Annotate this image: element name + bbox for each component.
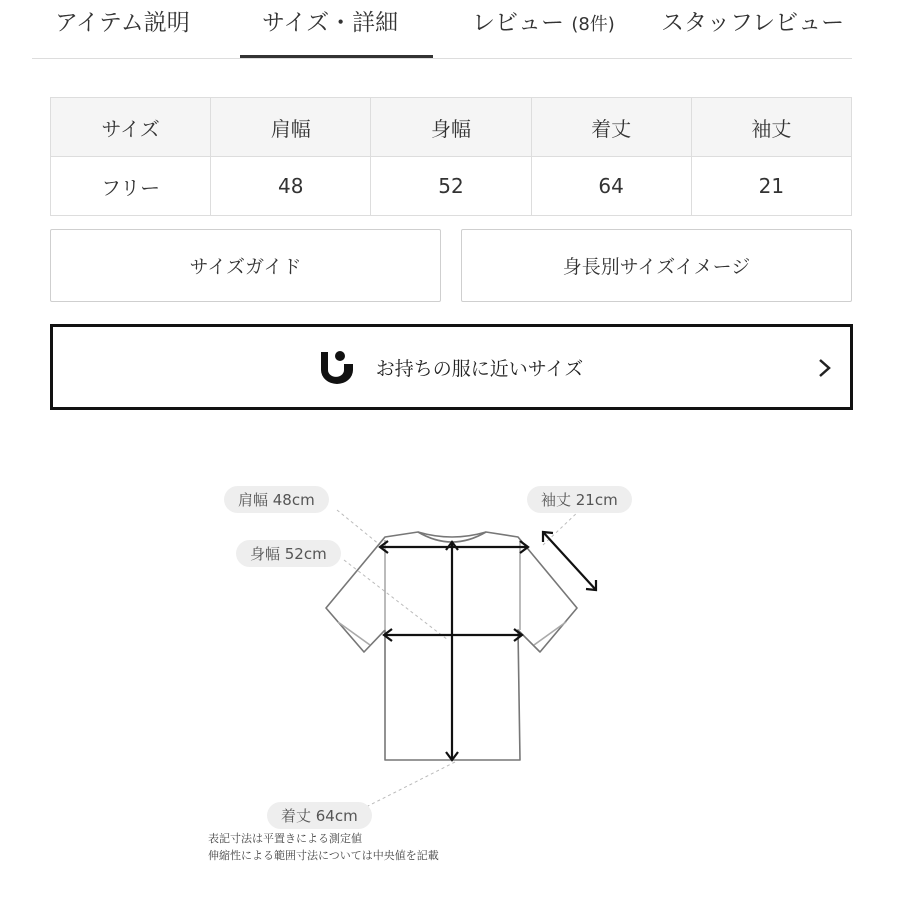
cell-sleeve: 21 bbox=[691, 157, 851, 216]
measurement-note: 表記寸法は平置きによる測定値 bbox=[208, 832, 362, 845]
chevron-right-icon bbox=[814, 355, 836, 381]
review-count: (8件) bbox=[571, 14, 615, 35]
sleeve-label: 袖丈 21cm bbox=[527, 486, 632, 513]
table-header-row bbox=[51, 98, 852, 157]
size-diagram bbox=[0, 470, 900, 870]
cell-body-width: 52 bbox=[371, 157, 531, 216]
tshirt-illustration bbox=[0, 470, 900, 870]
header-length: 着丈 bbox=[531, 98, 691, 157]
shoulder-label: 肩幅 48cm bbox=[224, 486, 329, 513]
table-row bbox=[51, 157, 852, 216]
header-body-width: 身幅 bbox=[371, 98, 531, 157]
header-shoulder: 肩幅 bbox=[211, 98, 371, 157]
height-size-image-button[interactable]: 身長別サイズイメージ bbox=[461, 229, 852, 302]
divider bbox=[32, 58, 852, 59]
tab-staff-reviews[interactable]: スタッフレビュー bbox=[661, 10, 845, 36]
closest-size-button[interactable]: お持ちの服に近いサイズ bbox=[50, 324, 853, 410]
tab-item-description[interactable]: アイテム説明 bbox=[55, 10, 190, 36]
body-width-label: 身幅 52cm bbox=[236, 540, 341, 567]
header-sleeve: 袖丈 bbox=[691, 98, 851, 157]
tab-size-details[interactable]: サイズ・詳細 bbox=[262, 10, 399, 36]
cell-length: 64 bbox=[531, 157, 691, 216]
stretch-note: 伸縮性による範囲寸法については中央値を記載 bbox=[208, 849, 439, 862]
brand-logo-icon bbox=[320, 350, 354, 384]
header-size: サイズ bbox=[51, 98, 211, 157]
size-table bbox=[50, 97, 852, 216]
cell-size: フリー bbox=[51, 157, 211, 216]
size-guide-button[interactable]: サイズガイド bbox=[50, 229, 441, 302]
tab-reviews[interactable]: レビュー (8件) bbox=[472, 10, 615, 36]
length-label: 着丈 64cm bbox=[267, 802, 372, 829]
cell-shoulder: 48 bbox=[211, 157, 371, 216]
tab-bar bbox=[0, 0, 900, 60]
